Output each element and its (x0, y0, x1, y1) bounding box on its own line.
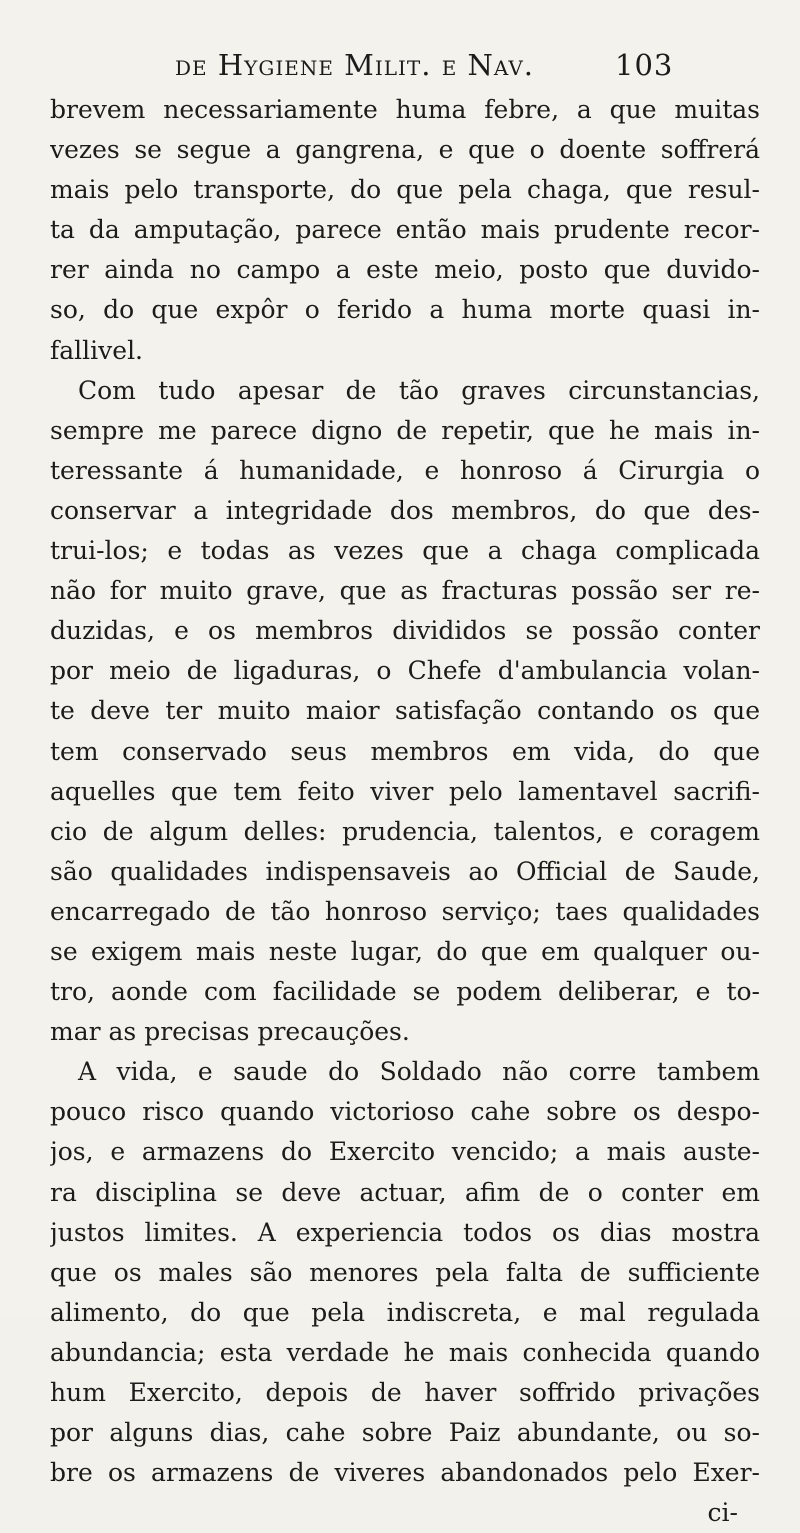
text-line: te deve ter muito maior satisfação contando os que (50, 696, 760, 726)
text-line: sempre me parece digno de repetir, que he mais in- (50, 415, 760, 445)
text-line: cio de algum delles: prudencia, talentos, e coragem (50, 816, 760, 846)
text-line: brevem necessariamente huma febre, a que muitas (50, 95, 760, 124)
text-line: se exigem mais neste lugar, do que em qualquer ou- (50, 936, 760, 966)
text-line: por alguns dias, cahe sobre Paiz abundante, ou so- (50, 1418, 760, 1448)
text-line: Com tudo apesar de tão graves circunstancias, (78, 375, 760, 405)
text-line: jos, e armazens do Exercito vencido; a mais auste- (50, 1137, 760, 1167)
text-line: A vida, e saude do Soldado não corre tambem (78, 1057, 760, 1087)
text-line: conservar a integridade dos membros, do que des- (50, 495, 760, 525)
text-line: mar as precisas precauções. (50, 1017, 410, 1047)
text-line: justos limites. A experiencia todos os dias mostra (50, 1217, 760, 1247)
text-line: vezes se segue a gangrena, e que o doente soffrerá (50, 135, 760, 165)
text-line: são qualidades indispensaveis ao Official de Saude, (50, 856, 760, 886)
text-line: abundancia; esta verdade he mais conhecida quando (50, 1337, 760, 1367)
text-line: fallivel. (50, 335, 144, 365)
text-line: tro, aonde com facilidade se podem deliberar, e to- (50, 977, 760, 1007)
text-line: bre os armazens de viveres abandonados pelo Exer- (50, 1458, 760, 1488)
text-line: encarregado de tão honroso serviço; taes qualidades (50, 896, 760, 926)
text-line: alimento, do que pela indiscreta, e mal regulada (50, 1297, 760, 1327)
text-line: mais pelo transporte, do que pela chaga, que resul- (50, 175, 760, 205)
catchword: ci- (707, 1498, 738, 1528)
text-line: que os males são menores pela falta de sufficiente (50, 1257, 760, 1287)
text-line: aquelles que tem feito viver pelo lamentavel sacrifi- (50, 776, 760, 806)
page-number: 103 (615, 48, 674, 82)
text-line: teressante á humanidade, e honroso á Cirurgia o (50, 455, 760, 485)
text-line: so, do que expôr o ferido a huma morte quasi in- (50, 295, 760, 325)
text-line: duzidas, e os membros divididos se possão conter (50, 616, 760, 646)
running-title: de Hygiene Milit. e Nav. (175, 48, 534, 82)
text-line: ta da amputação, parece então mais prudente recor- (50, 215, 760, 245)
text-line: tem conservado seus membros em vida, do que (50, 736, 760, 766)
text-line: ra disciplina se deve actuar, afim de o conter em (50, 1177, 760, 1207)
text-line: rer ainda no campo a este meio, posto que duvido- (50, 255, 760, 285)
text-line: hum Exercito, depois de haver soffrido privações (50, 1378, 760, 1407)
running-head (175, 48, 715, 88)
text-line: pouco risco quando victorioso cahe sobre os despo- (50, 1097, 760, 1127)
text-line: não for muito grave, que as fracturas possão ser re- (50, 576, 760, 606)
text-line: trui-los; e todas as vezes que a chaga complicada (50, 536, 760, 566)
text-line: por meio de ligaduras, o Chefe d'ambulancia volan- (50, 656, 760, 686)
